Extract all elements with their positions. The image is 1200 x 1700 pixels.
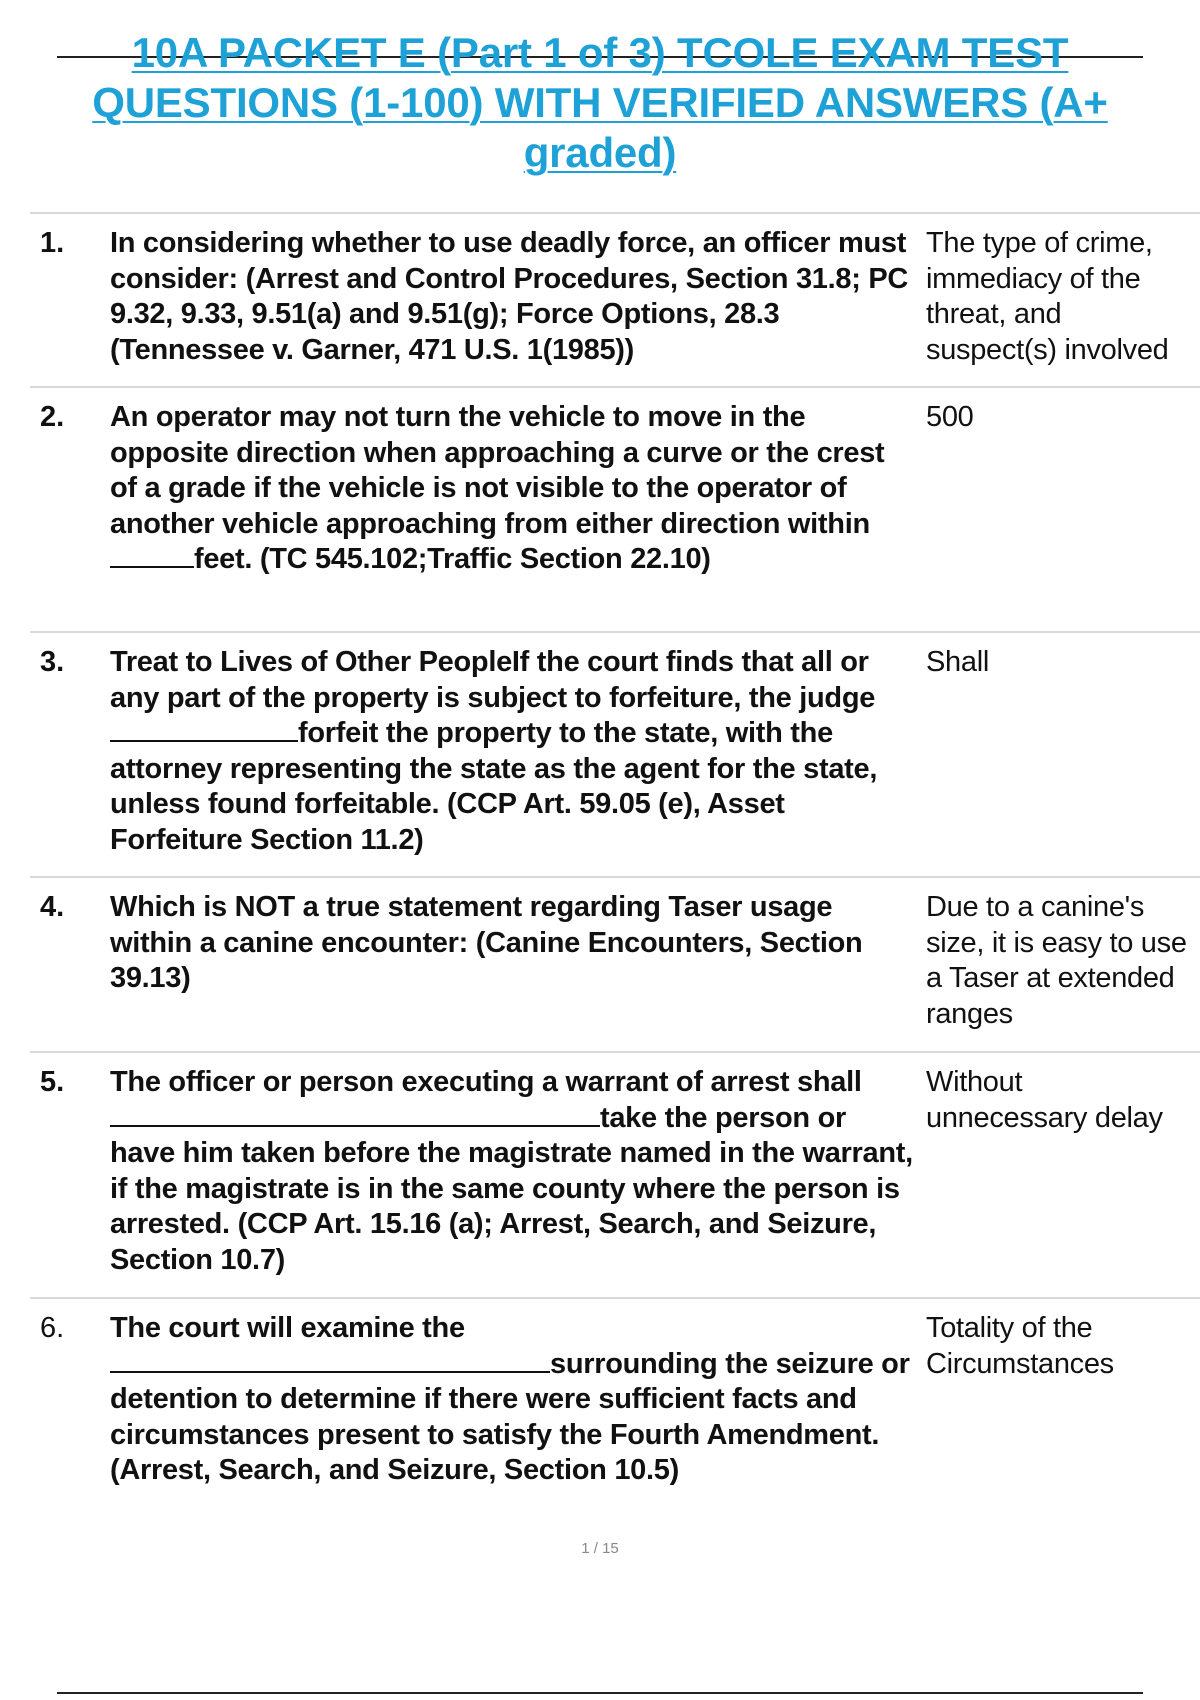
answer-text: Totality of the Circumstances bbox=[926, 1312, 1114, 1380]
question-text bbox=[110, 1311, 926, 1557]
question-text-before: Treat to Lives of Other PeopleIf the court finds that all or any part of the property is subject to forfeiture, the judge bbox=[110, 646, 876, 714]
answer-text: Shall bbox=[926, 646, 989, 678]
question-text-before: An operator may not turn the vehicle to move in the opposite direction when approaching a curve or the crest of a grade if the vehicle is not visible to the operator of another vehicle approaching from either direction within bbox=[110, 401, 885, 540]
question-row-2 bbox=[30, 386, 1200, 631]
question-text-after: take the person or have him taken before the magistrate named in the warrant, if the magistrate is in the same county where the person is arrested. (CCP Art. 15.16 (a); Arrest, Search, and Seizure, Section 10.7) bbox=[110, 1101, 913, 1276]
question-text bbox=[110, 645, 926, 876]
page-number: 1 / 15 bbox=[581, 1540, 619, 1557]
question-row-1 bbox=[30, 212, 1200, 386]
question-list bbox=[30, 212, 1200, 1557]
question-number: 4. bbox=[40, 891, 65, 923]
question-text bbox=[110, 1065, 926, 1297]
question-row-6 bbox=[30, 1297, 1200, 1557]
answer-text: Without unnecessary delay bbox=[926, 1066, 1163, 1134]
question-number: 5. bbox=[40, 1066, 65, 1098]
question-text-after: forfeit the property to the state, with the attorney representing the state as the agent for the state, unless found forfeitable. (CCP Art. 59.05 (e), Asset Forfeiture Section 11.2) bbox=[110, 717, 878, 856]
question-text-before: The court will examine the bbox=[110, 1312, 465, 1344]
question-text-before: The officer or person executing a warrant of arrest shall bbox=[110, 1066, 862, 1098]
document-title: 10A PACKET E (Part 1 of 3) TCOLE EXAM TEST QUESTIONS (1-100) WITH VERIFIED ANSWERS (A+ graded) bbox=[92, 29, 1108, 176]
question-text-after: feet. (TC 545.102;Traffic Section 22.10) bbox=[194, 543, 711, 575]
question-number: 1. bbox=[40, 227, 65, 259]
answer-text: The type of crime, immediacy of the threat, and suspect(s) involved bbox=[926, 227, 1169, 366]
fill-in-blank bbox=[110, 1103, 600, 1127]
question-row-4 bbox=[30, 876, 1200, 1051]
answer-text: Due to a canine's size, it is easy to use a Taser at extended ranges bbox=[926, 891, 1187, 1030]
question-text-after: surrounding the seizure or detention to determine if there were sufficient facts and circumstances present to satisfy the Fourth Amendment. (Arrest, Search, and Seizure, Section 10.5) bbox=[110, 1347, 910, 1486]
bottom-rule bbox=[57, 1692, 1143, 1694]
fill-in-blank bbox=[110, 544, 194, 568]
question-row-5 bbox=[30, 1051, 1200, 1297]
question-text: Which is NOT a true statement regarding Taser usage within a canine encounter: (Canine Encounters, Section 39.13) bbox=[110, 891, 863, 994]
question-row-3 bbox=[30, 631, 1200, 876]
fill-in-blank bbox=[110, 1349, 550, 1373]
question-text bbox=[110, 400, 926, 631]
question-number: 6. bbox=[40, 1312, 65, 1344]
question-number: 3. bbox=[40, 646, 65, 678]
title-block bbox=[60, 28, 1140, 178]
answer-text: 500 bbox=[926, 401, 974, 433]
question-number: 2. bbox=[40, 401, 65, 433]
question-text: In considering whether to use deadly force, an officer must consider: (Arrest and Control Procedures, Section 31.8; PC 9.32, 9.33, 9.51(a) and 9.51(g); Force Options, 28.3 (Tennessee v. Garner, 471 U.S. 1(1985)) bbox=[110, 227, 909, 366]
fill-in-blank bbox=[110, 718, 298, 742]
